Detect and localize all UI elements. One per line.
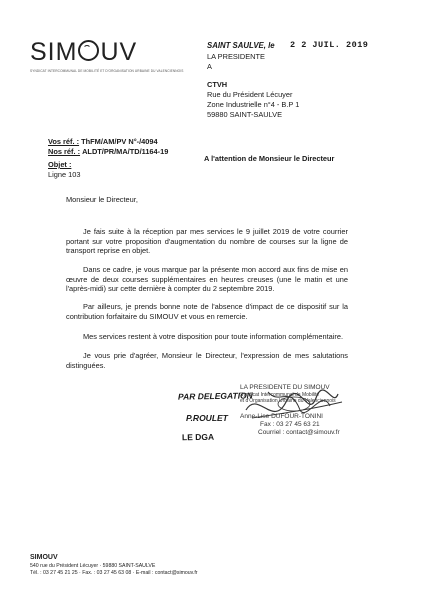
vos-ref-value: ThFM/AM/PV N°-/4094 xyxy=(81,137,158,146)
footer-contact: Tél. : 03 27 45 21 25 · Fax. : 03 27 45 63 08 · E-mail : contact@simouv.fr xyxy=(30,570,198,576)
references xyxy=(48,137,168,180)
vos-ref-label: Vos réf. : xyxy=(48,137,80,146)
simouv-logo: SIM UV xyxy=(30,38,138,66)
recipient-line2: Zone Industrielle n°4 - B.P 1 xyxy=(207,100,300,109)
nos-ref-label: Nos réf. : xyxy=(48,147,81,156)
objet-label: Objet : xyxy=(48,160,72,169)
recipient-line1: Rue du Président Lécuyer xyxy=(207,90,293,99)
nos-ref xyxy=(48,147,168,157)
footer-address: 540 rue du Président Lécuyer · 59880 SAINT-SAULVE xyxy=(30,563,156,569)
paragraph-3: Par ailleurs, je prends bonne note de l'absence d'impact de ce dispositif sur la contribution forfaitaire du SIMOUV et vous en remercie. xyxy=(66,302,348,321)
objet-value: Ligne 103 xyxy=(48,170,81,179)
stamp-line2: Syndicat Intercommunal de Mobilité xyxy=(240,392,320,398)
attention-line: A l'attention de Monsieur le Directeur xyxy=(204,154,335,163)
date-stamp: 2 2 JUIL. 2019 xyxy=(290,40,369,50)
stamp-line3: et d'Organisation Urbaine du Valenciennois xyxy=(240,398,336,404)
handwritten-signature xyxy=(238,380,348,440)
recipient-line3: 59880 SAINT-SAULVE xyxy=(207,110,283,119)
paragraph-1: Je fais suite à la réception par mes services le 9 juillet 2019 de votre courrier portant sur votre proposition d'augmentation du nombre de courses sur la ligne de transport reprise en objet. xyxy=(66,227,348,256)
vos-ref xyxy=(48,137,168,147)
stamp-line1: LA PRESIDENTE DU SIMOUV xyxy=(240,384,330,391)
delegate-name: P.ROULET xyxy=(186,413,228,423)
recipient-name: CTVH xyxy=(207,80,228,89)
footer-org: SIMOUV xyxy=(30,554,58,561)
stamp-line6: Courriel : contact@simouv.fr xyxy=(258,429,340,436)
delegation-stamp: PAR DELEGATION xyxy=(177,390,253,402)
stamp-line5: Fax : 03 27 45 63 21 xyxy=(260,421,320,428)
paragraph-4: Mes services restent à votre disposition pour toute information complémentaire. xyxy=(83,332,344,341)
sender-title: LA PRESIDENTE xyxy=(207,52,265,61)
logo-o-icon xyxy=(78,40,99,61)
logo-subtitle: SYNDICAT INTERCOMMUNAL DE MOBILITÉ ET D'ORGANISATION URBAINE DU VALENCIENNOIS xyxy=(30,69,184,73)
paragraph-5: Je vous prie d'agréer, Monsieur le Directeur, l'expression de mes salutations distinguées. xyxy=(66,351,348,370)
sender-a: A xyxy=(207,62,212,71)
recipient-block xyxy=(207,80,299,120)
paragraph-2: Dans ce cadre, je vous marque par la présente mon accord aux fins de mise en œuvre de deux courses supplémentaires en heures creuses (une le matin et une l'après-midi) sur cette dernière à compter du 2 septembre 2019. xyxy=(66,265,348,294)
place-label: SAINT SAULVE, le xyxy=(207,41,275,50)
delegate-role: LE DGA xyxy=(181,431,215,443)
stamp-line4: Anne-Lise DUFOUR-TONINI xyxy=(240,413,323,420)
salutation: Monsieur le Directeur, xyxy=(66,195,138,204)
nos-ref-value: ALDT/PR/MA/TD/1164-19 xyxy=(82,147,169,156)
